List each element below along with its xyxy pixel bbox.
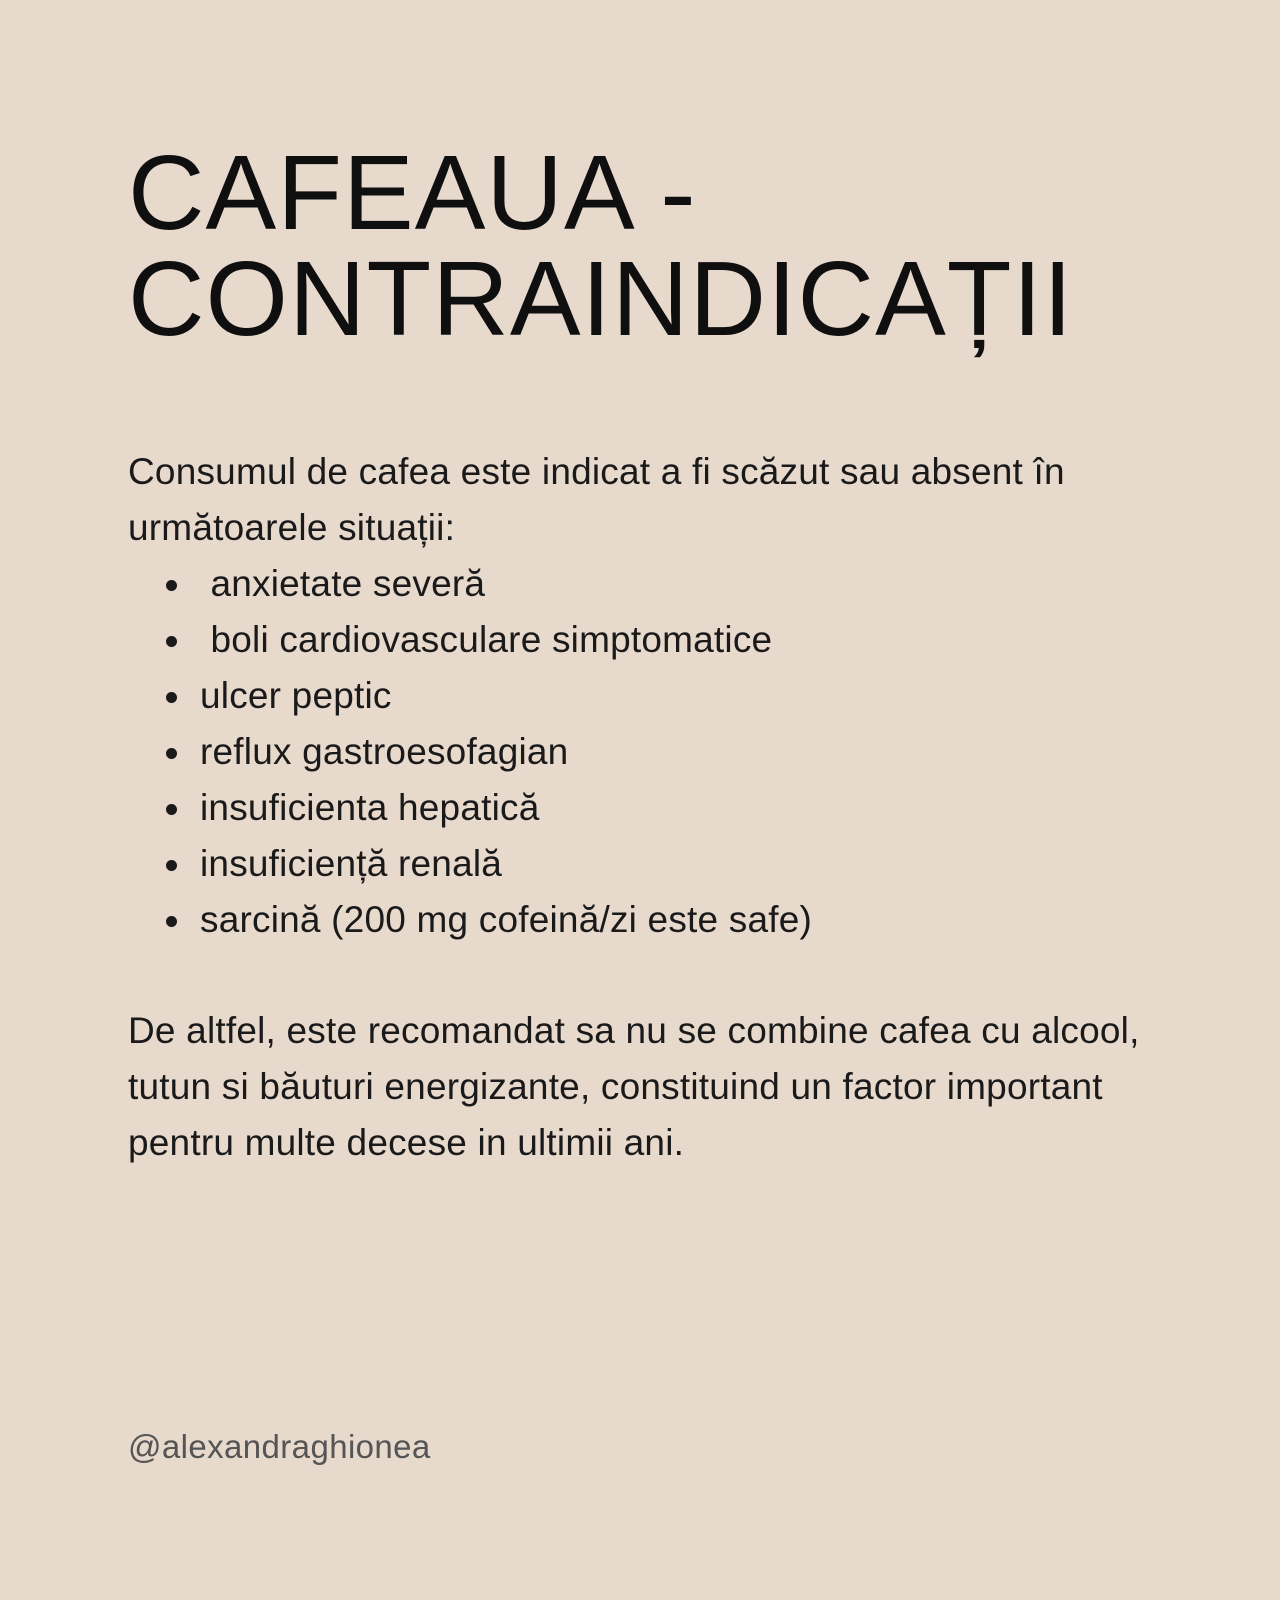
list-item-text: reflux gastroesofagian: [200, 731, 569, 772]
bullet-icon: [166, 804, 177, 815]
list-item: [162, 780, 1168, 836]
page-content: [128, 134, 1168, 1171]
list-item: [162, 892, 1168, 948]
closing-paragraph: De altfel, este recomandat sa nu se combine cafea cu alcool, tutun si băuturi energizante, constituind un factor important pentru multe decese in ultimii ani.: [128, 1010, 1140, 1163]
list-item-text: anxietate severă: [200, 563, 486, 604]
list-item: [162, 724, 1168, 780]
title-line-1: CAFEAUA -: [128, 134, 697, 252]
list-item: [162, 612, 1168, 668]
page-title: [128, 134, 1168, 358]
list-item: [162, 668, 1168, 724]
bullet-icon: [166, 860, 177, 871]
bullet-icon: [166, 748, 177, 759]
bullet-icon: [166, 916, 177, 927]
list-item: [162, 556, 1168, 612]
intro-paragraph: Consumul de cafea este indicat a fi scăzut sau absent în următoarele situații:: [128, 451, 1065, 548]
list-item: [162, 836, 1168, 892]
title-line-2: CONTRAINDICAȚII: [128, 240, 1074, 358]
list-item-text: sarcină (200 mg cofeină/zi este safe): [200, 899, 813, 940]
list-item-text: insuficienta hepatică: [200, 787, 540, 828]
bullet-icon: [166, 580, 177, 591]
list-item-text: insuficiență renală: [200, 843, 503, 884]
list-item-text: boli cardiovasculare simptomatice: [200, 619, 773, 660]
list-item-text: ulcer peptic: [200, 675, 392, 716]
contraindications-list: [128, 556, 1168, 948]
author-handle: @alexandraghionea: [128, 1428, 431, 1465]
bullet-icon: [166, 636, 177, 647]
bullet-icon: [166, 692, 177, 703]
